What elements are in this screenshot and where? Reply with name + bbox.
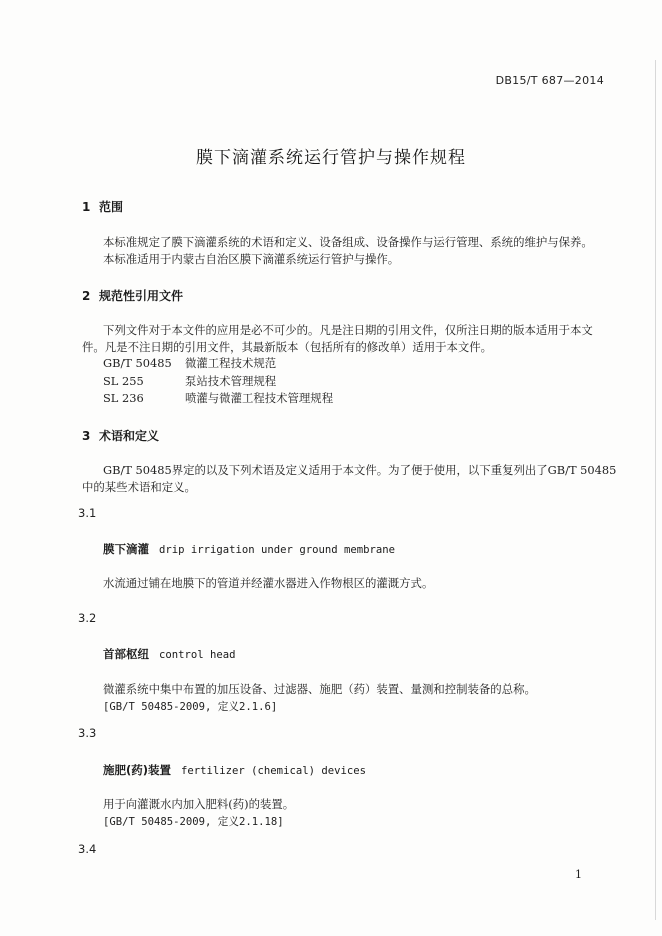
clause-number: 3.2: [78, 611, 97, 625]
document-title: 膜下滴灌系统运行管护与操作规程: [196, 148, 466, 168]
document-code: DB15/T 687—2014: [495, 74, 604, 87]
section-2-paragraph-line-1: 下列文件对于本文件的应用是必不可少的。凡是注日期的引用文件，仅所注日期的版本适用于本文: [103, 323, 593, 337]
term-source: [GB/T 50485-2009, 定义2.1.18]: [103, 816, 284, 828]
term-english: drip irrigation under ground membrane: [159, 544, 395, 556]
clause-number: 3.1: [78, 506, 97, 520]
section-2-heading: [82, 287, 183, 304]
section-title: 范围: [99, 200, 124, 214]
reference-code: SL 255: [103, 374, 144, 388]
reference-code: SL 236: [103, 391, 144, 405]
reference-name: 喷灌与微灌工程技术管理规程: [185, 391, 334, 405]
page-number: 1: [575, 868, 582, 881]
term-source: [GB/T 50485-2009, 定义2.1.6]: [103, 701, 278, 713]
term-entry: [103, 541, 395, 557]
reference-item: [103, 390, 333, 406]
section-3-heading: [82, 427, 159, 444]
section-title: 术语和定义: [99, 429, 160, 443]
section-number: 3: [82, 429, 91, 443]
section-2-paragraph-line-2: 件。凡是不注日期的引用文件，其最新版本（包括所有的修改单）适用于本文件。: [82, 340, 493, 354]
term-english: control head: [159, 649, 236, 661]
section-number: 1: [82, 200, 91, 214]
term-chinese: 施肥(药)装置: [103, 763, 172, 777]
reference-code: GB/T 50485: [103, 356, 172, 370]
term-chinese: 首部枢纽: [103, 647, 149, 661]
section-3-paragraph-line-2: 中的某些术语和定义。: [82, 480, 196, 494]
reference-name: 泵站技术管理规程: [185, 374, 277, 388]
section-1-heading: [82, 198, 123, 215]
clause-number: 3.4: [78, 842, 97, 856]
reference-item: [103, 355, 276, 371]
term-entry: [103, 762, 366, 778]
term-definition: 用于向灌溉水内加入肥料(药)的装置。: [103, 797, 295, 811]
section-number: 2: [82, 289, 91, 303]
section-title: 规范性引用文件: [99, 289, 184, 303]
clause-number: 3.3: [78, 726, 97, 740]
section-1-paragraph-1: 本标准规定了膜下滴灌系统的术语和定义、设备组成、设备操作与运行管理、系统的维护与保养。: [103, 235, 593, 249]
term-english: fertilizer (chemical) devices: [181, 765, 366, 777]
reference-name: 微灌工程技术规范: [185, 356, 277, 370]
term-entry: [103, 646, 236, 662]
term-definition: 微灌系统中集中布置的加压设备、过滤器、施肥（药）装置、量测和控制装备的总称。: [103, 682, 536, 696]
term-chinese: 膜下滴灌: [103, 542, 149, 556]
scan-edge-line: [655, 60, 656, 920]
section-1-paragraph-2: 本标准适用于内蒙古自治区膜下滴灌系统运行管护与操作。: [103, 252, 400, 266]
reference-item: [103, 373, 276, 389]
section-3-paragraph-line-1: GB/T 50485界定的以及下列术语及定义适用于本文件。为了便于使用，以下重复列出了GB/T 50485: [103, 463, 617, 477]
term-definition: 水流通过铺在地膜下的管道并经灌水器进入作物根区的灌溉方式。: [103, 576, 434, 590]
